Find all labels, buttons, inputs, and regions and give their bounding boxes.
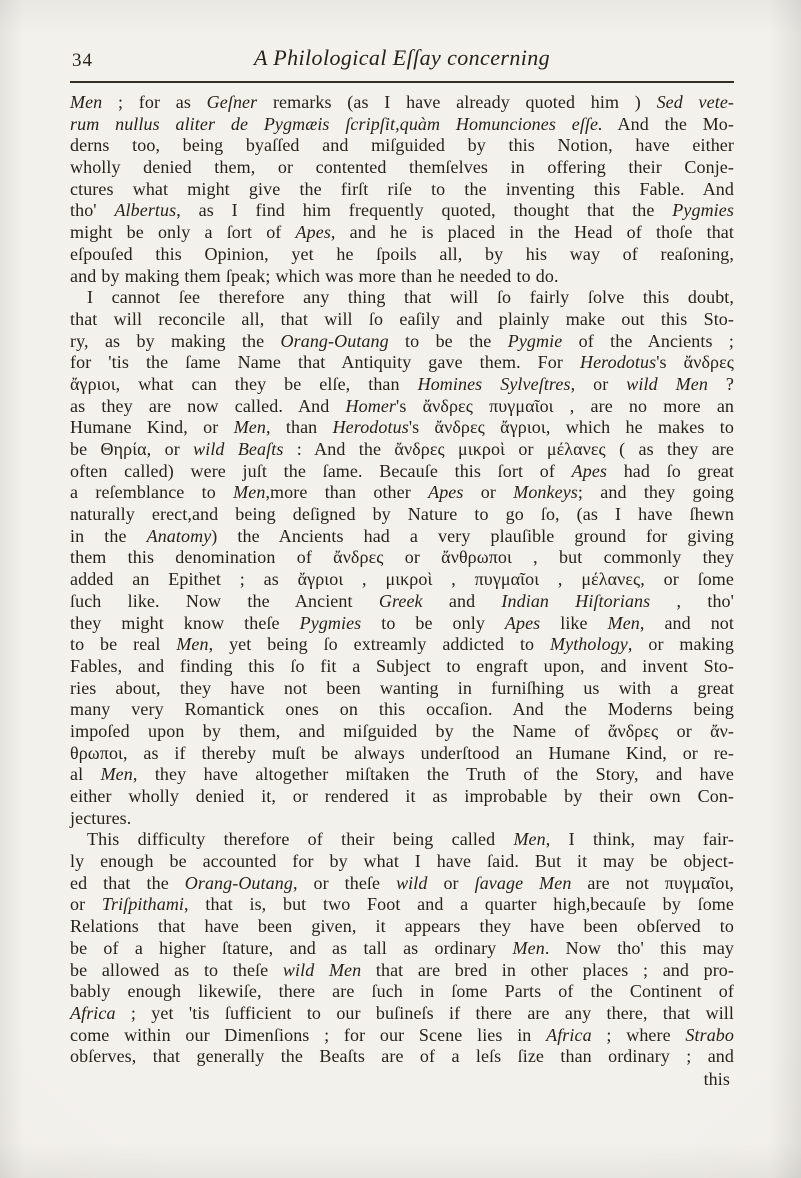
paragraph	[70, 829, 734, 1068]
text-line: ed that the Orang-Outang, or theſe wild or ſavage Men are not πυγμαῖοι,	[70, 872, 734, 893]
text-line: obſerves, that generally the Beaſts are of a leſs ſize than ordinary ; and	[70, 1046, 734, 1067]
text-line: a reſemblance to Men,more than other Apes or Monkeys; and they going	[70, 482, 734, 503]
text-line: Men ; for as Geſner remarks (as I have already quoted him ) Sed vete-	[70, 92, 735, 112]
text-line: be allowed as to theſe wild Men that are bred in other places ; and pro-	[70, 959, 734, 980]
text-line: in the Anatomy) the Ancients had a very plauſible ground for giving	[70, 525, 734, 546]
body-text	[70, 92, 734, 1068]
text-line: This difficulty therefore of their being called Men, I think, may fair-	[87, 829, 734, 850]
text-line: θρωποι, as if thereby muſt be always underſtood an Humane Kind, or re-	[70, 742, 734, 763]
text-line: impoſed upon by them, and miſguided by the Name of ἄνδρες or ἄν-	[70, 720, 734, 741]
page-header	[70, 42, 734, 78]
text-line: often called) were juſt the ſame. Becauſe this ſort of Apes had ſo great	[70, 460, 735, 481]
paragraph	[70, 287, 734, 829]
text-line: be Θηρία, or wild Beaſts : And the ἄνδρες μικροὶ or μέλανες ( as they are	[70, 439, 734, 459]
text-line: tho' Albertus, as I find him frequently quoted, thought that the Pygmies	[70, 200, 734, 221]
text-line: either wholly denied it, or rendered it as improbable by their own Con-	[70, 786, 734, 806]
text-line: Humane Kind, or Men, than Herodotus's ἄνδρες ἄγριοι, which he makes to	[70, 417, 734, 438]
text-line: Relations that have been given, it appears they have been obſerved to	[70, 916, 734, 937]
text-line: ctures what might give the firſt riſe to the inventing this Fable. And	[70, 178, 734, 199]
text-line: ἄγριοι, what can they be elſe, than Homines Sylveſtres, or wild Men ?	[70, 373, 734, 394]
text-line: jectures.	[70, 807, 132, 828]
text-line: many very Romantick ones on this occaſion. And the Moderns being	[70, 699, 734, 720]
text-line: rum nullus aliter de Pygmæis ſcripſit,quàm Homunciones eſſe. And the Mo-	[70, 113, 734, 134]
header-rule	[70, 81, 734, 83]
running-title: A Philological Eſſay concerning	[253, 45, 551, 70]
text-line: wholly denied them, or contented themſelves in offering their Conje-	[70, 157, 734, 178]
text-line: and by making them ſpeak; which was more than he needed to do.	[70, 265, 559, 286]
text-line: ry, as by making the Orang-Outang to be the Pygmie of the Ancients ;	[70, 330, 734, 351]
text-line: added an Epithet ; as ἄγριοι , μικροὶ , πυγμαῖοι , μέλανες, or ſome	[70, 569, 734, 590]
text-line: bably enough likewiſe, there are ſuch in ſome Parts of the Continent of	[70, 981, 734, 1002]
text-line: they might know theſe Pygmies to be only Apes like Men, and not	[70, 612, 734, 633]
text-line: I cannot ſee therefore any thing that will ſo fairly ſolve this doubt,	[87, 287, 734, 308]
page-number: 34	[72, 50, 93, 71]
paragraph	[70, 92, 734, 287]
text-line: derns too, being byaſſed and miſguided by this Notion, have either	[70, 135, 734, 156]
text-line: or Triſpithami, that is, but two Foot and a quarter high,becauſe by ſome	[70, 894, 734, 915]
text-line: Fables, and finding this ſo fit a Subject to engraft upon, and invent Sto-	[70, 655, 734, 676]
text-line: come within our Dimenſions ; for our Scene lies in Africa ; where Strabo	[70, 1024, 735, 1045]
text-block	[70, 42, 734, 1090]
text-line: ſuch like. Now the Ancient Greek and Indian Hiſtorians , tho'	[70, 590, 734, 611]
text-line: ries about, they have not been wanting in furniſhing us with a great	[70, 677, 734, 698]
text-line: that will reconcile all, that will ſo eaſily and plainly make out this Sto-	[70, 308, 734, 329]
text-line: them this denomination of ἄνδρες or ἄνθρωποι , but commonly they	[70, 547, 734, 568]
text-line: might be only a ſort of Apes, and he is placed in the Head of thoſe that	[70, 222, 734, 243]
text-line: Africa ; yet 'tis ſufficient to our buſineſs if there are any there, that will	[70, 1002, 734, 1023]
catchword: this	[703, 1068, 730, 1089]
text-line: al Men, they have altogether miſtaken the Truth of the Story, and have	[70, 764, 734, 785]
text-line: ly enough be accounted for by what I have ſaid. But it may be object-	[70, 851, 734, 872]
text-line: for 'tis the ſame Name that Antiquity gave them. For Herodotus's ἄνδρες	[70, 352, 734, 373]
text-line: as they are now called. And Homer's ἄνδρες πυγμαῖοι , are no more an	[70, 395, 735, 416]
text-line: eſpouſed this Opinion, yet he ſpoils all, by his way of reaſoning,	[70, 243, 734, 264]
catchword-row	[70, 1069, 734, 1090]
text-line: to be real Men, yet being ſo extreamly addicted to Mythology, or making	[70, 634, 734, 655]
text-line: be of a higher ſtature, and as tall as ordinary Men. Now tho' this may	[70, 937, 735, 958]
text-line: naturally erect,and being deſigned by Nature to go ſo, (as I have ſhewn	[70, 504, 734, 525]
